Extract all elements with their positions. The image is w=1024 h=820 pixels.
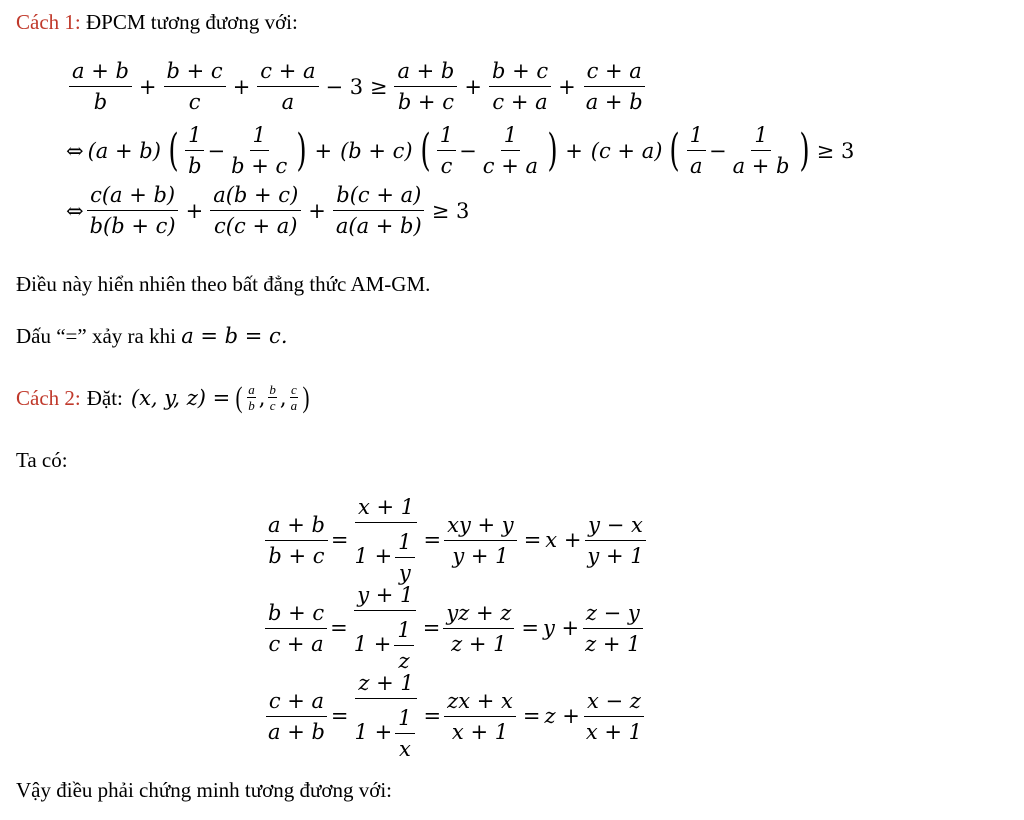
fraction: $\frac{x - z}{x + 1}$ bbox=[585, 688, 642, 744]
fraction: z + 1 1 + $\frac{1}{x}$ bbox=[352, 670, 421, 762]
fraction: $\frac{a + b}{b + c}$ bbox=[265, 512, 328, 569]
method1-line1: $\frac{a + b}{b}$ + $\frac{b + c}{c}$ + $\frac{c + a}{a}$ − 3 ≥ $\frac{a + b}{b + c}$ + $\frac{b + c}{c + a}$ + $\frac{c + a}{a + b}$ bbox=[66, 58, 649, 115]
fraction: $\frac{b(c + a)}{a(a + b)}$ bbox=[333, 182, 425, 239]
fraction: $\frac{b + c}{c + a}$ bbox=[265, 600, 327, 657]
fraction: $\frac{xy + y}{y + 1}$ bbox=[444, 512, 517, 569]
method1-label: Cách 1: bbox=[16, 10, 81, 34]
equality-statement bbox=[16, 322, 288, 350]
fraction: $\frac{c(a + b)}{b(b + c)}$ bbox=[87, 182, 179, 239]
geq-three: ≥ 3 bbox=[816, 138, 855, 163]
fraction: $\frac{c}{a}$ bbox=[290, 382, 298, 413]
fraction: $\frac{a}{b}$ bbox=[248, 382, 255, 413]
fraction: $\frac{a + b}{b}$ bbox=[69, 58, 132, 115]
equiv-symbol: ⇔ bbox=[66, 198, 84, 223]
fraction: $\frac{b + c}{c + a}$ bbox=[489, 58, 551, 115]
method1-conclusion: Điều này hiển nhiên theo bất đẳng thức AM-GM. bbox=[16, 272, 431, 296]
equiv-symbol: ⇔ bbox=[66, 138, 84, 163]
fraction: $\frac{a(b + c)}{c(c + a)}$ bbox=[210, 182, 301, 239]
final-statement: Vậy điều phải chứng minh tương đương với: bbox=[16, 778, 393, 802]
fraction: $\frac{z - y}{z + 1}$ bbox=[582, 600, 643, 657]
identity-row: $\frac{c + a}{a + b}$ = z + 1 1 + $\frac{1}{x}$ = $\frac{zx + x}{x + 1}$ = z + $\frac{x - z}{x + 1}$ bbox=[262, 670, 648, 762]
fraction: $\frac{a + b}{b + c}$ bbox=[394, 58, 457, 115]
fraction: $\frac{1}{b + c}$ bbox=[231, 123, 288, 178]
geq-three: ≥ 3 bbox=[431, 198, 470, 223]
identity-row: $\frac{a + b}{b + c}$ = x + 1 1 + $\frac{1}{y}$ = $\frac{xy + y}{y + 1}$ = x + $\frac{y - x}{y + 1}$ bbox=[262, 494, 650, 586]
fraction: $\frac{1}{c + a}$ bbox=[482, 123, 539, 178]
fraction: y + 1 1 + $\frac{1}{z}$ bbox=[351, 582, 420, 674]
fraction: $\frac{1}{a}$ bbox=[687, 122, 706, 179]
identity-row: $\frac{b + c}{c + a}$ = y + 1 1 + $\frac{1}{z}$ = $\frac{yz + z}{z + 1}$ = y + $\frac{z - y}{z + 1}$ bbox=[262, 582, 646, 674]
minus-three-geq: − 3 ≥ bbox=[325, 74, 388, 99]
factor: (b + c) bbox=[340, 138, 413, 163]
fraction: $\frac{1}{b}$ bbox=[185, 122, 204, 179]
factor: (c + a) bbox=[590, 138, 663, 163]
factor: (a + b) bbox=[87, 138, 161, 163]
fraction: $\frac{zx + x}{x + 1}$ bbox=[444, 688, 516, 745]
fraction: $\frac{c + a}{a + b}$ bbox=[265, 688, 328, 745]
ta-co-label: Ta có: bbox=[16, 448, 68, 472]
equality-math: a = b = c. bbox=[181, 324, 288, 348]
method1-intro: ĐPCM tương đương với: bbox=[85, 10, 298, 34]
fraction: $\frac{b + c}{c}$ bbox=[164, 58, 226, 115]
fraction: $\frac{b}{c}$ bbox=[269, 382, 276, 413]
method2-intro: Đặt: bbox=[86, 385, 123, 410]
fraction: $\frac{c + a}{a}$ bbox=[257, 58, 318, 115]
method1-heading bbox=[16, 8, 298, 36]
method2-heading: Cách 2: Đặt: (x, y, z) = ( $\frac{a}{b}$ , $\frac{b}{c}$ , $\frac{c}{a}$ ) bbox=[16, 380, 310, 414]
fraction: $\frac{yz + z}{z + 1}$ bbox=[443, 600, 514, 657]
fraction: $\frac{y - x}{y + 1}$ bbox=[584, 512, 646, 569]
fraction: x + 1 1 + $\frac{1}{y}$ bbox=[352, 494, 421, 586]
method1-line3: ⇔ $\frac{c(a + b)}{b(b + c)}$ + $\frac{a(b + c)}{c(c + a)}$ + $\frac{b(c + a)}{a(a + b)}$ ≥ 3 bbox=[66, 183, 470, 238]
equality-text: Dấu “=” xảy ra khi bbox=[16, 324, 176, 348]
substitution-lhs: (x, y, z) = bbox=[130, 385, 231, 410]
fraction: $\frac{1}{a + b}$ bbox=[732, 123, 790, 178]
method2-label: Cách 2: bbox=[16, 385, 81, 410]
method1-line2: ⇔ (a + b) ( $\frac{1}{b}$ − $\frac{1}{b + c}$ ) + (b + c) ( $\frac{1}{c}$ − $\frac{1}{c + a}$ ) + (c + a) ( $\frac{1}{a}$ − $\frac{1}{a + b}$ ) ≥ 3 bbox=[66, 123, 855, 178]
fraction: $\frac{1}{c}$ bbox=[437, 122, 456, 179]
fraction: $\frac{c + a}{a + b}$ bbox=[583, 58, 646, 115]
